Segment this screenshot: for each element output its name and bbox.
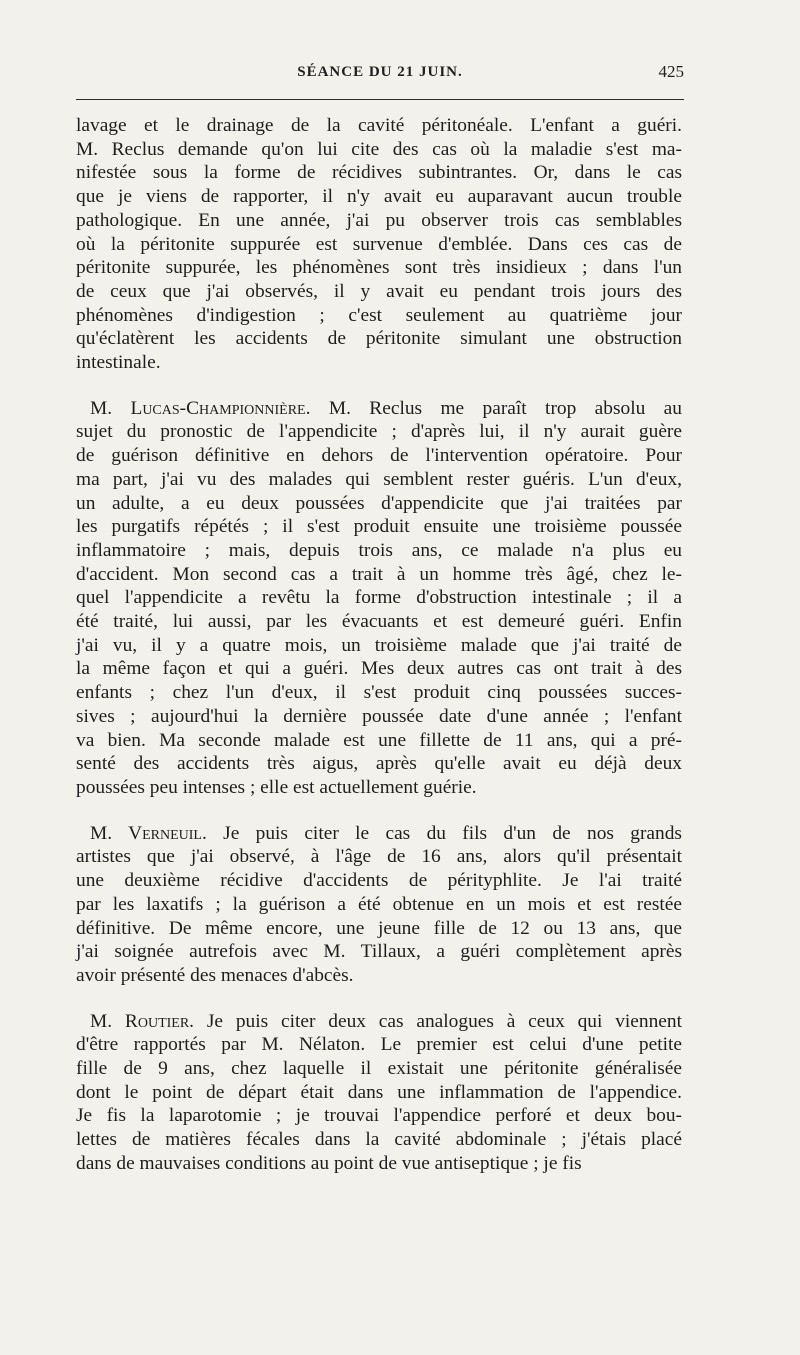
text-line: pathologique. En une année, j'ai pu observer trois cas semblables [76,209,682,231]
text-line [76,397,682,421]
text-line [76,1010,682,1034]
text-line: va bien. Ma seconde malade est une fillette de 11 ans, qui a pré- [76,729,682,751]
text-line: Je fis la laparotomie ; je trouvai l'appendice perforé et deux bou- [76,1105,682,1127]
text-line: senté des accidents très aigus, après qu'elle avait eu déjà deux [76,753,682,775]
speaker-name: M. Verneuil. [90,822,207,844]
text-line: définitive. De même encore, une jeune fille de 12 ou 13 ans, que [76,917,682,939]
line-text: Je puis citer le cas du fils d'un de nos grands [206,822,682,844]
text-line: phénomènes d'indigestion ; c'est seulement au quatrième jour [76,304,682,326]
speaker-name: M. Routier. [90,1010,195,1032]
text-line: inflammatoire ; mais, depuis trois ans, ce malade n'a plus eu [76,539,682,561]
text-line: enfants ; chez l'un d'eux, il s'est produit cinq poussées succes- [76,682,682,704]
text-line: une deuxième récidive d'accidents de pérityphlite. Je l'ai traité [76,870,682,892]
paragraph-gap [76,375,682,397]
text-line: j'ai soignée autrefois avec M. Tillaux, a guéri complètement après [76,941,682,963]
text-line: été traité, lui aussi, par les évacuants et est demeuré guéri. Enfin [76,611,682,633]
page-number: 425 [658,62,684,81]
text-line [76,822,682,846]
text-line: péritonite suppurée, les phénomènes sont très insidieux ; dans l'un [76,257,682,279]
paragraph-gap [76,800,682,822]
body-text [76,114,682,1176]
text-line: fille de 9 ans, chez laquelle il existait une péritonite généralisée [76,1058,682,1080]
text-line: les purgatifs répétés ; il s'est produit ensuite une troisième poussée [76,516,682,538]
header-rule [76,99,684,100]
speaker-name: M. Lucas-Championnière. [90,397,311,419]
text-line: d'accident. Mon second cas a trait à un homme très âgé, chez le- [76,563,682,585]
text-line: nifestée sous la forme de récidives subintrantes. Or, dans le cas [76,162,682,184]
paragraph [76,1010,682,1176]
text-line: dans de mauvaises conditions au point de vue antiseptique ; je fis [76,1152,582,1174]
text-line: avoir présenté des menaces d'abcès. [76,964,354,986]
running-head-title: SÉANCE DU 21 JUIN. [297,64,463,80]
text-line: poussées peu intenses ; elle est actuellement guérie. [76,776,477,798]
text-line: de ceux que j'ai observés, il y avait eu pendant trois jours des [76,280,682,302]
text-line: d'être rapportés par M. Nélaton. Le premier est celui d'une petite [76,1034,682,1056]
text-line: que je viens de rapporter, il n'y avait eu auparavant aucun trouble [76,186,682,208]
text-line: où la péritonite suppurée est survenue d'emblée. Dans ces cas de [76,233,682,255]
text-line: lavage et le drainage de la cavité péritonéale. L'enfant a guéri. [76,115,682,136]
text-line: artistes que j'ai observé, à l'âge de 16 ans, alors qu'il présentait [76,846,682,868]
text-line: par les laxatifs ; la guérison a été obtenue en un mois et est restée [76,893,682,915]
text-line: quel l'appendicite a revêtu la forme d'obstruction intestinale ; il a [76,587,682,609]
text-line: M. Reclus demande qu'on lui cite des cas où la maladie s'est ma- [76,138,682,160]
text-line: sujet du pronostic de l'appendicite ; d'après lui, il n'y aurait guère [76,421,682,443]
text-line: sives ; aujourd'hui la dernière poussée date d'une année ; l'enfant [76,705,682,727]
text-line: ma part, j'ai vu des malades qui semblent rester guéris. L'un d'eux, [76,468,682,490]
line-text: Je puis citer deux cas analogues à ceux qui viennent [194,1010,682,1032]
paragraph [76,114,682,375]
paragraph [76,822,682,988]
text-line: dont le point de départ était dans une inflammation de l'appendice. [76,1081,682,1103]
text-line: lettes de matières fécales dans la cavité abdominale ; j'étais placé [76,1129,682,1151]
line-text: M. Reclus me paraît trop absolu au [310,397,682,419]
text-line: de guérison définitive en dehors de l'intervention opératoire. Pour [76,445,682,467]
text-line: la même façon et qui a guéri. Mes deux autres cas ont trait à des [76,658,682,680]
text-line: qu'éclatèrent les accidents de péritonite simulant une obstruction [76,328,682,350]
paragraph [76,397,682,800]
text-line: intestinale. [76,352,161,374]
running-head [76,60,684,88]
text-line: un adulte, a eu deux poussées d'appendicite que j'ai traitées par [76,492,682,514]
paragraph-gap [76,988,682,1010]
text-line: j'ai vu, il y a quatre mois, un troisième malade que j'ai traité de [76,634,682,656]
